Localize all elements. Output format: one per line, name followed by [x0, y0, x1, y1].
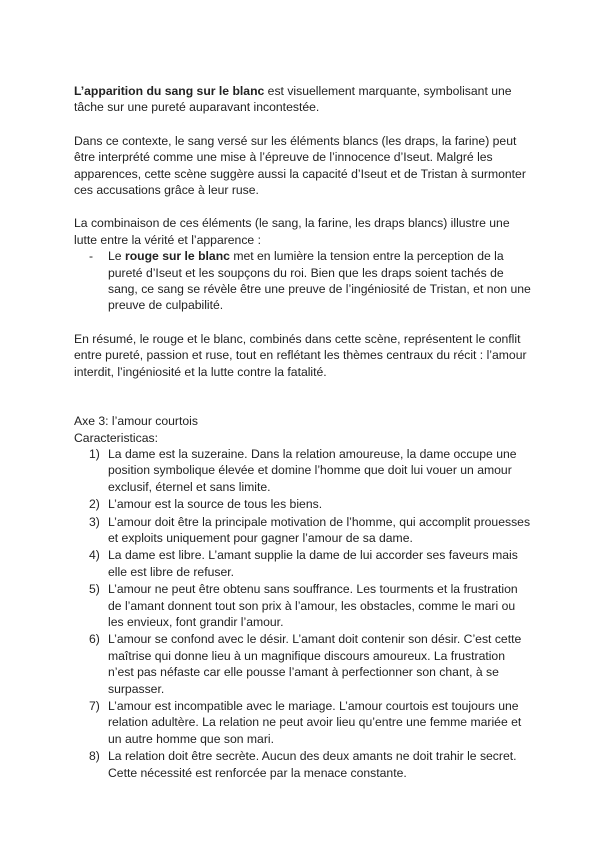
- paragraph-summary: En résumé, le rouge et le blanc, combinés dans cette scène, représentent le conflit entre pureté, passion et ruse, tout en reflétant les thèmes centraux du récit : l’amour interdit, l’ingéniosité et la lutte contre la fatalité.: [74, 331, 527, 379]
- paragraph-text: est visuellement marquante, symbolisant une tâche sur une pureté auparavant incontestée.: [74, 84, 512, 115]
- list-item-text: La dame est libre. L’amant supplie la dame de lui accorder ses faveurs mais elle est libre de refuser.: [108, 548, 518, 579]
- list-item-text: L’amour est la source de tous les biens.: [108, 497, 323, 512]
- bullet-text: met en lumière la tension entre la perception de la pureté d’Iseut et les soupçons du roi. Bien que les draps soient tachés de sang, ce sang se révèle être une preuve de l’ingéniosité de Tristan, et non une preuve de culpabilité.: [108, 249, 531, 313]
- list-item-text: L’amour doit être la principale motivation de l’homme, qui accomplit prouesses et exploits uniquement pour gagner l’amour de sa dame.: [108, 514, 531, 545]
- list-item: [74, 514, 534, 547]
- list-item: [74, 496, 534, 512]
- number-marker: 2): [89, 497, 100, 512]
- paragraph-blood-on-white: [74, 83, 534, 116]
- number-marker: 3): [89, 514, 100, 529]
- section-title: Axe 3: l’amour courtois: [74, 414, 198, 429]
- bold-phrase: L’apparition du sang sur le blanc: [74, 84, 265, 98]
- numbered-list: [74, 446, 534, 781]
- document-body: [74, 83, 534, 782]
- dash-marker: -: [89, 249, 94, 264]
- bullet-list: [74, 248, 534, 314]
- number-marker: 8): [89, 749, 100, 764]
- number-marker: 5): [89, 582, 100, 597]
- list-item-text: L’amour se confond avec le désir. L’amant doit contenir son désir. C’est cette maîtrise qui donne lieu à un magnifique discours amoureux. La frustration n’est pas néfaste car elle pousse l’amant à perfectionner son chant, à se surpasser.: [108, 632, 522, 696]
- number-marker: 4): [89, 548, 100, 563]
- bullet-lead: Le: [108, 249, 125, 264]
- list-item: [74, 698, 534, 747]
- characteristics-label: Caracteristicas:: [74, 430, 158, 445]
- number-marker: 6): [89, 632, 100, 647]
- list-item-text: La dame est la suzeraine. Dans la relation amoureuse, la dame occupe une position symbolique élevée et domine l’homme que doit lui vouer un amour exclusif, éternel et sans limite.: [108, 446, 517, 494]
- paragraph-combination: La combinaison de ces éléments (le sang, la farine, les draps blancs) illustre une lutte entre la vérité et l’apparence :: [74, 216, 510, 247]
- list-item-text: L’amour ne peut être obtenu sans souffrance. Les tourments et la frustration de l’amant donnent tout son prix à l’amour, les obstacles, comme le mari ou les envieux, font grandir l’amour.: [108, 582, 518, 629]
- list-item-text: L’amour est incompatible avec le mariage. L’amour courtois est toujours une relation adultère. La relation ne peut avoir lieu qu’entre une femme mariée et un autre homme que son mari.: [108, 699, 522, 746]
- number-marker: 7): [89, 699, 100, 713]
- list-item: [74, 581, 534, 630]
- list-item: [74, 547, 534, 580]
- list-item-text: La relation doit être secrète. Aucun des deux amants ne doit trahir le secret. Cette nécessité est renforcée par la menace constante.: [108, 749, 517, 780]
- paragraph-context: Dans ce contexte, le sang versé sur les éléments blancs (les draps, la farine) peut être interprété comme une mise à l’épreuve de l’innocence d’Iseut. Malgré les apparences, cette scène suggère aussi la capacité d’Iseut et de Tristan à surmonter ces accusations grâce à leur ruse.: [74, 133, 526, 198]
- bold-phrase: rouge sur le blanc: [124, 249, 230, 264]
- number-marker: 1): [89, 446, 100, 461]
- list-item: [74, 748, 534, 781]
- list-item: [74, 631, 534, 697]
- list-item: [74, 248, 534, 314]
- list-item: [74, 446, 534, 495]
